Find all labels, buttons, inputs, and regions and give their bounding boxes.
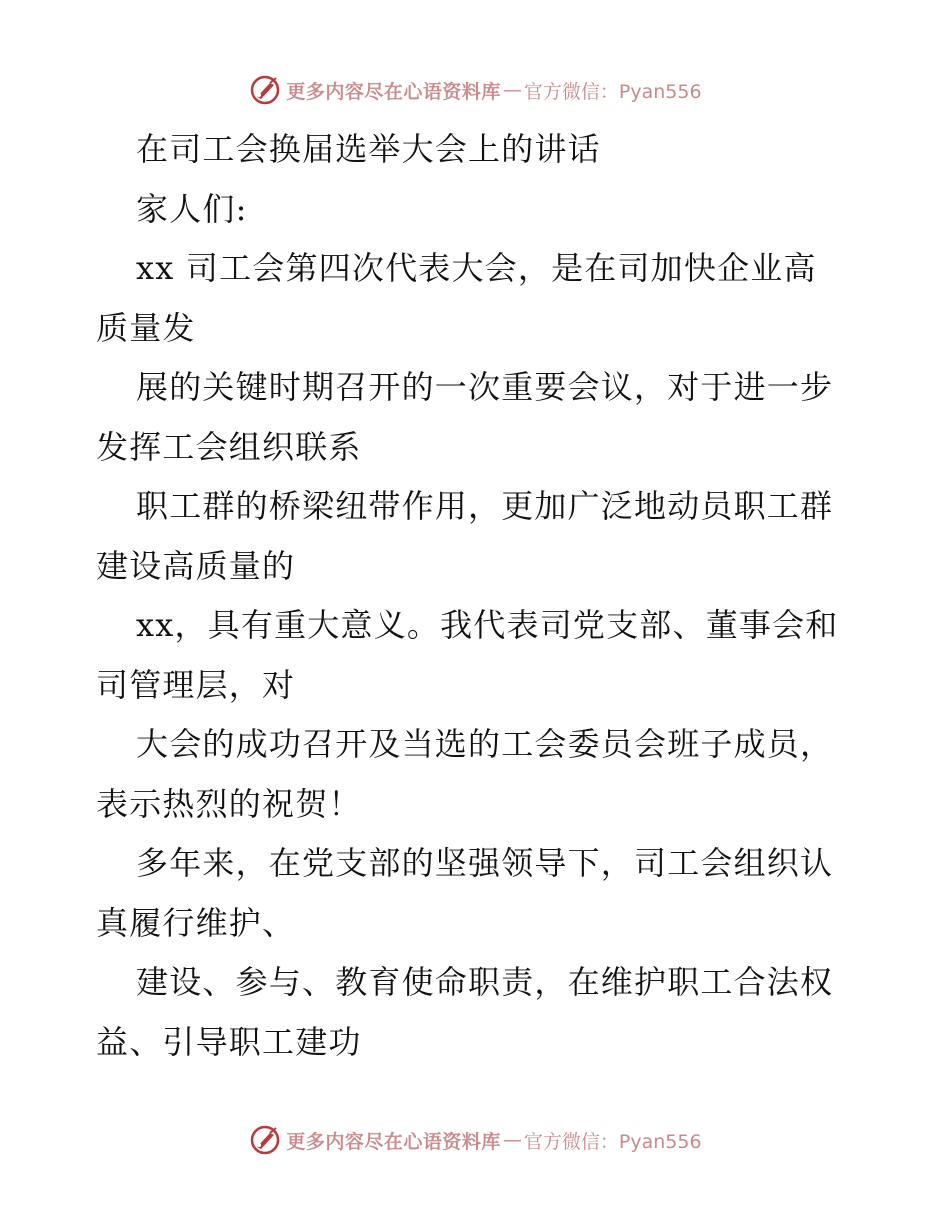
paragraph-line: 职工群的桥梁纽带作用，更加广泛地动员职工群	[136, 487, 834, 525]
paragraph-line: 真履行维护、	[96, 903, 296, 942]
salutation: 家人们:	[136, 189, 248, 228]
paragraph-line: 建设、参与、教育使命职责，在维护职工合法权	[136, 963, 834, 1001]
paragraph-line: 发挥工会组织联系	[96, 427, 362, 466]
watermark-wechat-text: 官方微信：Pyan556	[523, 1130, 702, 1153]
document-title: 在司工会换届选举大会上的讲话	[136, 130, 601, 168]
paragraph-line: 大会的成功召开及当选的工会委员会班子成员，	[136, 725, 834, 763]
watermark-wechat-text: 官方微信：Pyan556	[523, 80, 702, 103]
watermark-main-text: 更多内容尽在心语资料库	[286, 80, 501, 103]
paragraph-line: 多年来，在党支部的坚强领导下，司工会组织认	[136, 844, 834, 882]
watermark-footer	[0, 1120, 950, 1160]
paragraph-line: 表示热烈的祝贺！	[96, 784, 362, 823]
paragraph-line: 司管理层，对	[96, 665, 296, 704]
paragraph-line: 建设高质量的	[96, 546, 296, 585]
paragraph-line: 展的关键时期召开的一次重要会议，对于进一步	[136, 368, 834, 406]
paragraph-line: 质量发	[96, 308, 196, 347]
paragraph-line: 益、引导职工建功	[96, 1022, 362, 1061]
watermark-dash: —	[502, 1129, 522, 1151]
document-body	[96, 120, 856, 1072]
paragraph-line: xx，具有重大意义。我代表司党支部、董事会和	[136, 606, 839, 644]
quill-pen-logo-icon	[248, 73, 282, 107]
quill-pen-logo-icon	[248, 1123, 282, 1157]
watermark-header	[0, 70, 950, 110]
paragraph-line: xx 司工会第四次代表大会，是在司加快企业高	[136, 249, 817, 287]
watermark-main-text: 更多内容尽在心语资料库	[286, 1130, 501, 1153]
watermark-dash: —	[502, 79, 522, 101]
